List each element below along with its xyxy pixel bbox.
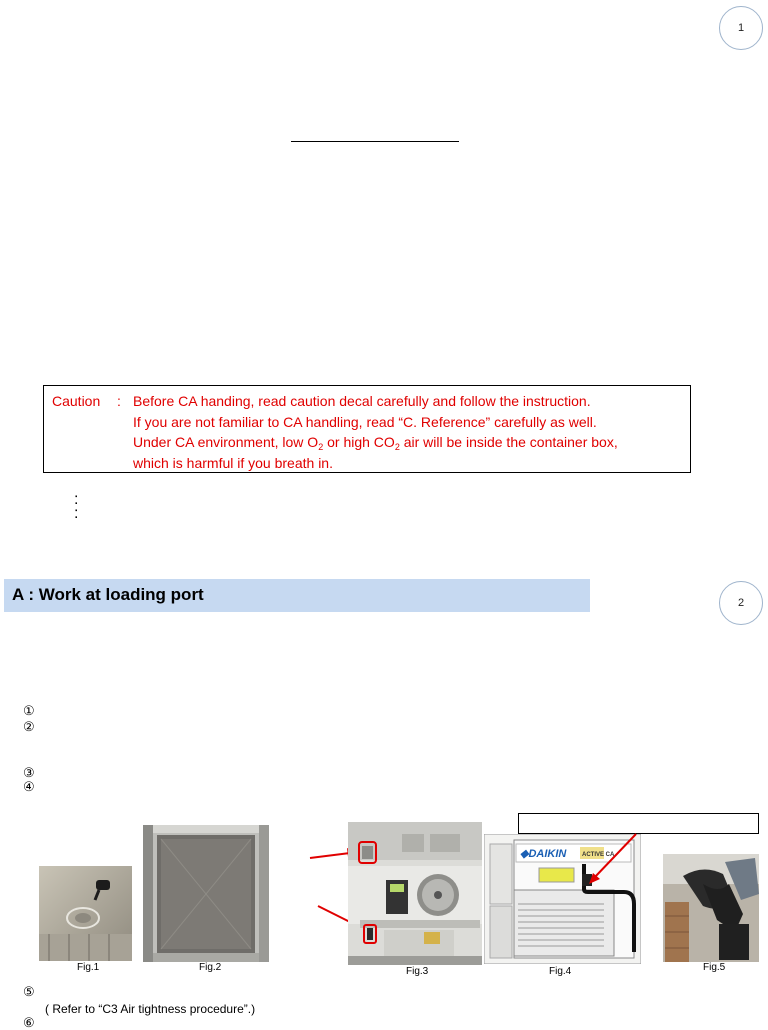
step-number: ⑥ xyxy=(23,1015,35,1030)
figure-2 xyxy=(143,825,269,962)
callout-label-box xyxy=(518,813,759,834)
section-title: A : Work at loading port xyxy=(12,585,204,604)
page-number: 1 xyxy=(737,22,745,34)
figure-3 xyxy=(348,822,482,965)
reference-note: ( Refer to “C3 Air tightness procedure”.) xyxy=(45,1002,256,1016)
caution-text xyxy=(133,391,618,473)
step-number: ⑤ xyxy=(23,984,35,999)
photo-container-curtain-icon xyxy=(143,825,269,962)
title-underline xyxy=(291,141,459,142)
photo-floor-drain-icon xyxy=(39,866,132,961)
figure-caption: Fig.4 xyxy=(549,966,572,977)
step-number: ③ xyxy=(23,765,35,780)
page-number-badge xyxy=(719,6,763,50)
page-number: 2 xyxy=(737,597,745,609)
caution-line: which is harmful if you breath in. xyxy=(133,454,333,471)
figure-5 xyxy=(663,854,759,962)
figure-caption: Fig.1 xyxy=(77,962,100,973)
colon-list xyxy=(74,493,78,521)
figure-1 xyxy=(39,866,132,961)
caution-line: If you are not familiar to CA handling, read “C. Reference” carefully as well. xyxy=(133,413,597,430)
section-header-bar xyxy=(4,579,590,612)
colon-mark: : xyxy=(74,505,79,522)
caution-colon: : xyxy=(117,393,121,409)
figure-caption: Fig.5 xyxy=(703,962,726,973)
caution-box xyxy=(43,385,691,473)
step-number: ② xyxy=(23,719,35,734)
figure-caption: Fig.3 xyxy=(406,966,429,977)
svg-text:◆DAIKIN: ◆DAIKIN xyxy=(520,848,567,860)
figure-caption: Fig.2 xyxy=(199,962,222,973)
page-number-badge xyxy=(719,581,763,625)
photo-gloved-hand-icon xyxy=(663,854,759,962)
photo-unit-front-icon xyxy=(348,822,482,965)
step-number: ④ xyxy=(23,779,35,794)
caution-label: Caution xyxy=(52,393,101,409)
colon-mark: : xyxy=(74,491,79,508)
caution-line: Under CA environment, low $O_2$ or high $CO_2$ air will be inside the container box, xyxy=(133,434,618,452)
svg-text:ACTIVE CA: ACTIVE CA xyxy=(582,852,615,858)
caution-line: Before CA handing, read caution decal carefully and follow the instruction. xyxy=(133,393,591,409)
arrow-icon xyxy=(580,832,640,888)
step-number: ① xyxy=(23,703,35,718)
